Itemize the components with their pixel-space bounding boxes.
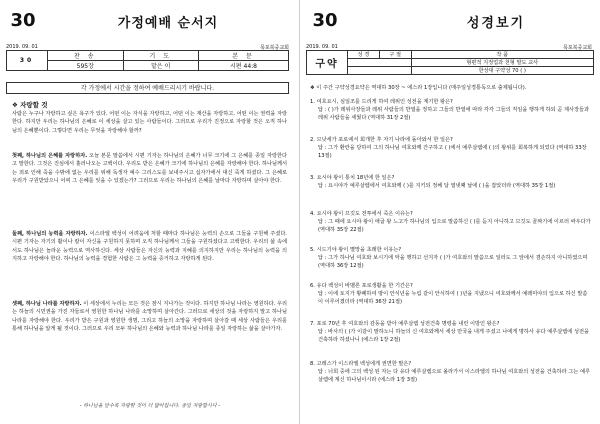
- text-header: 본 문: [199, 51, 289, 61]
- answer-text: 답 : 요시야가 예루살렘에서 여호와께 ( )를 지키되 정해 달 열넷째 날에 ( )을 잡았더라 (역대하 35장 1절): [318, 183, 556, 190]
- point-1-body: 오늘 본문 말씀에서 시편 기자는 하나님의 은혜가 너무 크기에 그 은혜를 종일 자랑한다고 말한다. 그것은 진심에서 흘러나오는 고백이다. 우리도 받은 은혜가 크기에 하나님의 은혜를 자랑해야 한다. 하나님께서는 죄로 인해 죽을 수밖에 없는 우리를 위해 독생자 예수 그리스도를 보내주시고 십자가에서 대신 죽게 하셨다. 그 은혜로 우리가 구원받았으니 어찌 그 은혜를 잊을 수 있겠는가? 그러므로 우리는 하나님의 은혜를 날마다 자랑하며 살아야 한다.: [12, 153, 287, 185]
- sermon-point-2: [12, 230, 287, 264]
- issue-number-right: 30: [312, 10, 338, 31]
- question-5: [310, 246, 592, 271]
- reading-head-book: 성 경: [348, 51, 380, 59]
- issue-number: 30: [10, 10, 36, 31]
- question-2: [310, 136, 592, 161]
- question-text: 4. 요시야 왕이 므깃도 전투에서 죽은 이유는?: [310, 211, 413, 217]
- question-3: [310, 174, 592, 190]
- question-text: 5. 시드기야 왕이 멸망을 초래한 이유는?: [310, 247, 402, 253]
- answer-text: 답 : 이에 토지가 황폐하여 땅이 안식년을 누림 같이 안식하여 ( )년을 지냈으니 여호와께서 예레미야의 입으로 하신 말씀이 이루어졌더라 (역대하 36장 21절): [318, 291, 588, 306]
- question-7: [310, 320, 592, 345]
- question-8: [310, 360, 592, 385]
- hymn-header: 찬 송: [48, 51, 124, 61]
- point-1-heading: 첫째, 하나님의 은혜를 자랑하자.: [12, 153, 88, 159]
- question-text: 7. 포로 70년 후 여호와의 감동을 받아 예루살렘 성전건축 명령을 내린 이방인 왕은?: [310, 321, 500, 327]
- date-right: 2019. 09. 01: [306, 44, 338, 50]
- question-text: 1. 여호요시, 심일조를 드리게 하여 레위인 성전을 계기한 왕은?: [310, 99, 453, 105]
- question-text: 6. 유다 백성이 바벨론 포로생활을 한 기간은?: [310, 283, 413, 289]
- question-text: 2. 므낫세가 포로에서 회개한 후 자기 나라에 돌아와서 한 일은?: [310, 137, 453, 143]
- point-3-body: 이 세상에서 누리는 모든 것은 잠시 지나가는 것이다. 하지만 하나님 나라는 영원하다. 우리는 하늘의 시민권을 가진 자들로서 영원한 하나님 나라를 소망하며 살아간다. 그러므로 세상의 것을 자랑하지 말고 하나님 나라를 자랑해야 한다. 우리가 받은 구원과 영원한 생명, 그리고 하늘의 소망을 자랑하며 살아갈 때 세상 사람들은 우리를 통해 하나님을 알게 될 것이다. 그러므로 우리 모두 하나님의 은혜와 능력과 하나님 나라를 종일 자랑하는 삶을 살아가자.: [12, 301, 287, 333]
- answer-text: 답 : 그가 하나님 여호와 보시기에 악을 행하고 선지자 ( )가 여호와의 말씀으로 일러도 그 앞에서 겸손하지 아니하였으며 (역대하 36장 12절): [318, 255, 588, 270]
- sermon-point-3: [12, 300, 287, 334]
- text-value: 시편 44:8: [199, 61, 289, 71]
- page-title-right: 성경보기: [466, 16, 526, 31]
- reading-table: [306, 50, 594, 75]
- point-3-heading: 셋째, 하나님 나라를 자랑하자.: [12, 301, 82, 307]
- sermon-intro: 사람은 누구나 자랑하고 싶은 욕구가 있다. 어떤 이는 자식을 자랑하고, 어떤 이는 재산을 자랑하고, 어떤 이는 권력을 자랑한다. 하지만 우리는 하나님의 은혜로 이 세상을 살고 있는 사람들이다. 그러므로 우리가 진정으로 자랑할 것은 오직 하나님의 은혜뿐이다. 그렇다면 우리는 무엇을 자랑해야 할까?: [12, 111, 287, 134]
- church-name: 목포북중교회: [260, 45, 289, 51]
- reading-head-work: 작 품: [411, 51, 593, 59]
- answer-text: 답 : 그 때에 요시야 왕이 애굽 왕 느고가 하나님의 입으로 말씀하신 ( )를 듣지 아니하고 므깃도 골짜기에 이르러 싸우다가 (역대하 35장 22절): [318, 219, 591, 234]
- prayer-note: 각 가정에서 시간을 정하여 예배드리시기 바랍니다.: [6, 82, 289, 94]
- question-6: [310, 282, 592, 307]
- fold-line: [299, 0, 300, 424]
- question-4: [310, 210, 592, 235]
- reading-row-2: 한상대 구약성 70 ( ): [411, 67, 593, 75]
- bible-study-page: [306, 4, 594, 418]
- study-intro: ❖ 이 주간 구약성경요약은 역대하 30장 ~ 에스라 1장입니다 (매주일성경통독으로 출제됩니다).: [310, 85, 527, 91]
- order-number: 30: [7, 51, 48, 71]
- footer-slogan: - 하나님을 알수록 자랑할 것이 더 많아집니다. 종일 자랑합시다 -: [79, 403, 221, 409]
- hymn-value: 595장: [48, 61, 124, 71]
- point-2-body: 이스라엘 백성이 어려움에 처할 때마다 하나님은 능력의 손으로 그들을 구원해 주셨다. 시편 기자는 자기의 활이나 칼이 자신을 구원하지 못하며 오직 하나님께서 그들을 구원하셨다고 고백한다. 우리의 삶 속에서도 하나님은 놀라운 능력으로 역사하신다. 세상 사람들은 자신의 능력과 지혜를 의지하지만 우리는 하나님의 능력을 의지하고 자랑해야 한다. 하나님의 능력을 경험한 사람은 그 능력을 증거하고 자랑하게 된다.: [12, 231, 287, 263]
- answer-text: 답 : 너희 중에 그의 백성 된 자는 다 유다 예루살렘으로 올라가서 이스라엘의 하나님 여호와의 성전을 건축하라 그는 예루살렘에 계신 하나님이시라 (에스라 1장 3절): [318, 369, 590, 384]
- question-1: [310, 98, 592, 123]
- sermon-title: ❖ 자랑할 것: [12, 101, 48, 109]
- answer-text: 답 : ( )가 레위사장들과 레위 사람들의 반열을 정하고 그들의 반열에 따라 각각 그들의 직임을 행하게 하되 곧 제사장들과 레위 사람들을 세웠다 (역대하 31장 2절): [318, 107, 590, 122]
- reading-row-1: 형편적 지정업과 천형 말도 교사: [411, 59, 593, 67]
- page-title: 가정예배 순서지: [117, 16, 219, 31]
- point-2-heading: 둘째, 하나님의 능력을 자랑하자.: [12, 231, 88, 237]
- reading-cell-empty-2: [348, 67, 412, 75]
- question-text: 8. 고레스가 이스라엘 백성에게 권면한 말은?: [310, 361, 412, 367]
- church-name-right: 목포북중교회: [563, 45, 592, 51]
- answer-text: 답 : 그가 환란을 당하여 그의 하나님 여호와께 간구하고 ( )에서 예루살렘에 ( )의 왕위를 회복하게 되었다 (역대하 33장 13절): [318, 145, 587, 160]
- answer-text: 답 : 바사의 ( )가 이같이 말하노니 하늘의 신 여호와께서 세상 만국을 내게 주셨고 나에게 명하사 유다 예루살렘에 성전을 건축하라 하셨나니 (에스라 1장 2절): [318, 329, 590, 344]
- worship-order-page: [6, 4, 293, 418]
- prayer-header: 기 도: [123, 51, 199, 61]
- order-table: [6, 50, 289, 71]
- reading-label: 구약: [307, 51, 348, 75]
- sermon-point-1: [12, 152, 287, 186]
- question-text: 3. 요시야 왕이 통치 18년에 한 일은?: [310, 175, 395, 181]
- reading-head-verse: 구 절: [379, 51, 411, 59]
- prayer-value: 맡은 이: [123, 61, 199, 71]
- reading-cell-empty-1: [348, 59, 412, 67]
- date: 2019. 09. 01: [6, 44, 38, 50]
